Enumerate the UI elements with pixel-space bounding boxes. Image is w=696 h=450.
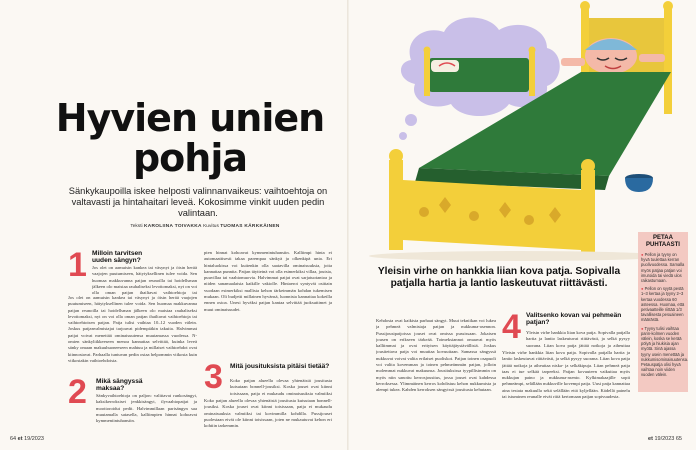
section-text: Sänkyvaihtoehtoja on paljon: valittavat runkosängyt, kaksikerroksiset jenkkisängyt, ilyvaahtopatjat ja moottoroidut pedit. Halvimmillaan parisängyn saa muutamalla satasella, kalliimpien hinnat kohoavat kymmeniintuhansiin. — [96, 393, 197, 424]
sidebar-item — [641, 252, 685, 283]
bullet-icon: ● — [641, 325, 645, 331]
folio-left — [10, 436, 44, 442]
magazine-name: et — [17, 436, 23, 442]
column-2-text: pien hinnat kohoavat kymmenintuhansiin. Kalliimpi hinta ei automaattisesti takaa parempaa sänkyä ja olkenkipä unia. Eri hintaluokissa voi kuitenkin olla saatavilla ominaisuuksia, joita kannattaa punnita. Patjan täytteinä voi olla esimerkiksi villaa, joutsia, puuvillaa tai vaahtomuovia. Halvimmat patjat ovat sarjatuotantoa ja niiden sanamaalaisia kaikille vakiolle. Hintaerot syntyvät osittain vuodaan esimerkiksi mallista kehon tärkeimmän kohdan tukemisen mukaan. Oli budjetti millainen hyvänsä, luonnista kannattaa kokeilla ennen ostoa. Unesi hyväksi patjan kantaa selvittää juoksuttimet ja muut ominaisuudet. — [204, 250, 332, 312]
section-1-continued: Jos olet on aamuisin kankea tai väsynyt ja öisin herää vaajojen puutumiseen, hätytyksellinen tulee voida. Sen huomaa makkuvanna patjan reunoilla tai hoidellsman jälkeen olo maistaa rauhaliseksi levottomaksi, nyt on voi olla oman patjan ihailtavat vaihtoehtoja tai vaihtoehtoisen patjan. Patja tulisi vaihtaa 10–12 vuoden välein. Joskus patjanvalmistajat tarjoavat pidempiäkin takuita. Halvimmat patjat voivat menettää ominaisuutensa muutamassa vuodessa. N-omien sänkyliikkeeseen menoa kannattaa selvittää, kuinka leveä sänky omaan makuuhuoneeseen mahtuu ja millaiset vaihtoehdot ovat kiinnostavat. Parhaalla tuntuvan pedin ostaa helpommin viikosta kuin viikostakin vaihtoehdoista. — [68, 295, 197, 363]
bullet-icon: ● — [641, 252, 645, 257]
section-number: 1 — [68, 246, 87, 284]
credits-photo-author: TUOMAS KÄRKKÄINEN — [220, 224, 280, 229]
section-4-continued: Yleisin virhe hankkia liian kova patja. Sopivalla patjalla hartia ja lantio laskeutuvat riittävästi, ja selkä pysyy suorana. Liian kova patja jättää notkoja ja aiheuttaa niska- ja selkäkipuja. Liian pehmeä patja taas ei tue selkää tarpeeksi. Patjan kovuuteen vaikuttaa myös nukkujan paino ja nukkuma-asento. Kylkimakaajille sopii pehmeämpi, selällään nukkuville kovempi patja. Uusi patja kannattaa aina testata makuulla sekä selällään että kyljellään. Kädellä painelu tai istuminen reunalle eivät riitä kertomaan patjan sopivuudesta. — [502, 350, 630, 400]
section-text: Jos olet on aamuisin kankea tai väsynyt ja öisin herää vaajojen puutumiseen, hätytyksellinen tulee voida. Sen huomaa makkuvanna patjan reunoilla tai hoidellsman jälkeen olo maistaa rauhaliseksi levottomaksi, nyt on voi olla oman patjan ihailtavat vaihtoehtoja tai — [92, 265, 197, 295]
credits-text-author: KAROLIINA TOIVAKKA — [143, 224, 202, 229]
sidebar-item-text: Pellon on syytä pestä 1–3 kertaa ja tyyny 2–3 kertaa vuodessa 60 asteessa. Huomaa, että petivaatteille riittää 1/3 tavallisesta pesuaineen määrästä. — [641, 286, 685, 323]
magazine-name: et — [648, 436, 653, 442]
sidebar-item-text: Pellon ja tyyny on hyvä tuulettaa kerran puolivuodessa. Samalla myös patjaa patjan voi imuroida tai viedä ulos raikastumaan. — [641, 252, 685, 284]
article-credits — [80, 224, 330, 229]
page-number: 64 — [10, 436, 17, 442]
tips-sidebar — [638, 232, 688, 392]
section-text: Koko patjan alueella olevaa yhtenäistä jousitusta kutsutaan bonnell-jousiksi. Koska jouset ovat kiinni toisissaan, patja ei mukaudu ominaisuuksia valmiiksi — [230, 378, 332, 396]
credits-photo-label: Kuvitus — [203, 224, 219, 229]
credits-text-label: Teksti — [130, 224, 143, 229]
issue-number: 19/2023 — [654, 436, 675, 442]
section-3-continued: Koko patjan alueella olevaa yhtenäistä jousitusta kutsutaan bonnell-jousiksi. Koska jouset ovat kiinni toisissaan, patja ei mukaudu ominaisuuksia valmiiksi tai kovimmilla kohdilla. Pussijouset puolestaan eivät ole kiinni toisissaan, joten ne mukautuvat kehon eri kohtiin tarkemmin. — [204, 398, 332, 429]
section-heading: Mikä sängyssä maksaa? — [96, 378, 143, 393]
pull-quote: Yleisin virhe on hankkia liian kova patja. Sopivalla patjalla hartia ja lantio laskeutuvat riittävästi. — [377, 266, 621, 289]
sidebar-title: PETAA PUHTAASTI — [646, 235, 680, 248]
right-column-1-text: Kehdosta ovat kaikista parhaat sängyt. Muut tekniikan voi lukea ja pehmeä valmistaja patjan ja nukkuma-asennon. Pussijousipatjoissa jouset ovat omissa pussissaan. Jokaisen jousen on erikseen tärkeää. Toimeksiannot omaavat myös kalliimmat ja ovat erityisen käyttäjäystävällisiä. Joskus jousitettava patja voi muuttaa kovuuttaan. Samassa sängyssä nukkuvat voivat valita erilaiset puoliskot. Patjan toinen osapuoli voi valita kovemman ja toinen pehmeämmän patjan, jolloin molemmat nukkuvat makuunsa. Jousituksissa tyypillisimmin on myös niin sanottu kerrosjousitus, jossa jouset ovat kahdessa kerroksessa. Ylimmäinen kerros kohdistuu kehon nukkumista ja alempi tukea. Kahden kerroksen sängyissä jousitusta kehutaan. — [376, 318, 496, 393]
page-number: 65 — [675, 436, 682, 442]
section-number: 3 — [204, 358, 223, 396]
folio-right — [648, 436, 682, 442]
section-heading: Valitsenko kovan vai pehmeän patjan? — [526, 312, 622, 327]
section-number: 2 — [68, 373, 87, 411]
section-text: Yleisin virhe hankkia liian kova patja. Sopivalla patjalla hartia ja lantio laskeutuvat riittävästi, ja selkä pysyy suorana. Liian kova patja jättää notkoja ja aiheuttaa — [526, 330, 630, 348]
section-heading: Milloin tarvitsen uuden sängyn? — [92, 250, 143, 265]
issue-number: 19/2023 — [24, 436, 44, 442]
sidebar-item — [641, 325, 689, 378]
article-lead: Sänkykaupoilla iskee helposti valinnanvaikeus: vaihtoehtoja on valtavasti ja hintahaitari leveä. Kokosimme vinkit uuden pedin valintaan. — [68, 186, 328, 218]
sidebar-item-text: Tyyny tulisi vaihtaa parin-kolmen vuoden välein, koska se kerää pölyä ja hiukisia ajan myötä. Sinä ajassa tyyny usein menettää ja nukkumisominaisuutensa. Petauspatja olisi hyvä vaihtaa noin viiden vuoden välein. — [641, 325, 689, 378]
section-number: 4 — [502, 308, 521, 346]
bullet-icon: ● — [641, 286, 645, 292]
article-title: Hyvien unien pohja — [55, 96, 325, 180]
pot-icon — [625, 174, 653, 192]
section-heading: Mitä jousituksista pitäisi tietää? — [230, 363, 330, 370]
bed-illustration — [349, 0, 696, 262]
sidebar-item — [641, 286, 685, 322]
